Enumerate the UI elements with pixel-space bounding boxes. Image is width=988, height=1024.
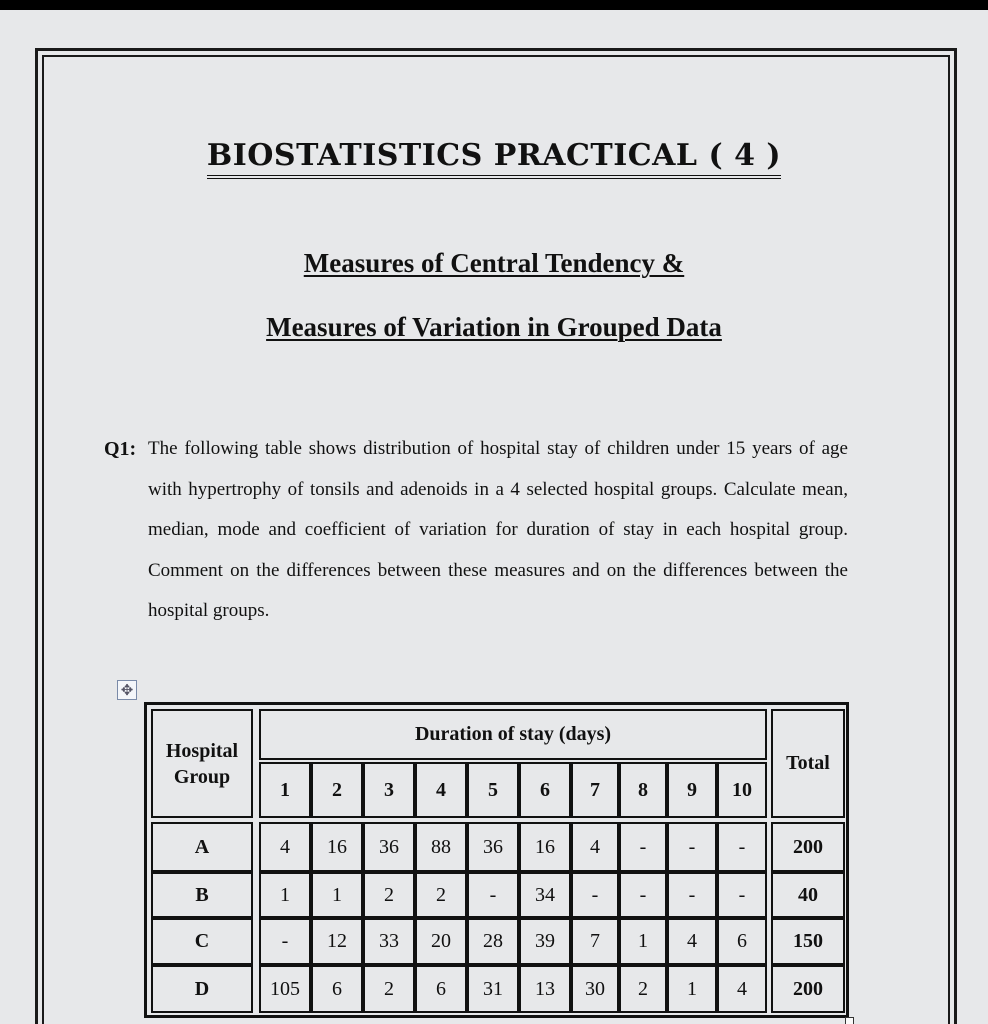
subtitle-line-2 xyxy=(0,310,988,344)
table-cell: 7 xyxy=(571,918,619,965)
table-cell: 6 xyxy=(415,965,467,1013)
table-cell: - xyxy=(619,822,667,872)
subtitle-line-2-text: Measures of Variation in Grouped Data xyxy=(266,312,722,342)
table-cell: 2 xyxy=(415,872,467,918)
table-cell: 1 xyxy=(619,918,667,965)
header-day-1: 1 xyxy=(259,762,311,818)
table-cell: 20 xyxy=(415,918,467,965)
table-cell: - xyxy=(717,822,767,872)
table-cell: 12 xyxy=(311,918,363,965)
table-resize-handle[interactable] xyxy=(845,1017,854,1024)
header-hospital-group-text xyxy=(166,738,238,790)
table-cell: 105 xyxy=(259,965,311,1013)
table-cell: 33 xyxy=(363,918,415,965)
header-day-5: 5 xyxy=(467,762,519,818)
row-total: 150 xyxy=(771,918,845,965)
table-cell: 1 xyxy=(667,965,717,1013)
row-group-label: C xyxy=(151,918,253,965)
table-cell: - xyxy=(717,872,767,918)
table-cell: 28 xyxy=(467,918,519,965)
row-group-label: B xyxy=(151,872,253,918)
table-cell: 2 xyxy=(363,965,415,1013)
table-cell: 34 xyxy=(519,872,571,918)
row-group-label: D xyxy=(151,965,253,1013)
table-cell: 16 xyxy=(519,822,571,872)
table-cell: 4 xyxy=(571,822,619,872)
row-total: 200 xyxy=(771,965,845,1013)
table-cell: - xyxy=(667,872,717,918)
table-cell: 6 xyxy=(717,918,767,965)
table-cell: 31 xyxy=(467,965,519,1013)
header-day-10: 10 xyxy=(717,762,767,818)
table-cell: 36 xyxy=(467,822,519,872)
header-day-4: 4 xyxy=(415,762,467,818)
row-group-label: A xyxy=(151,822,253,872)
row-total: 200 xyxy=(771,822,845,872)
table-cell: 1 xyxy=(311,872,363,918)
table-cell: 13 xyxy=(519,965,571,1013)
table-cell: 4 xyxy=(259,822,311,872)
header-duration: Duration of stay (days) xyxy=(259,709,767,760)
header-group-line: Group xyxy=(173,765,231,788)
table-cell: 2 xyxy=(619,965,667,1013)
table-cell: - xyxy=(667,822,717,872)
header-day-3: 3 xyxy=(363,762,415,818)
subtitle-line-1-text: Measures of Central Tendency & xyxy=(303,248,685,278)
question-label: Q1: xyxy=(104,438,137,460)
table-cell: 1 xyxy=(259,872,311,918)
header-hospital-group xyxy=(151,709,253,818)
table-cell: - xyxy=(259,918,311,965)
row-total: 40 xyxy=(771,872,845,918)
table-cell: 88 xyxy=(415,822,467,872)
table-cell: 6 xyxy=(311,965,363,1013)
document-page xyxy=(0,10,988,1024)
hospital-stay-table xyxy=(144,702,849,1018)
header-total: Total xyxy=(771,709,845,818)
header-day-7: 7 xyxy=(571,762,619,818)
table-cell: 39 xyxy=(519,918,571,965)
header-day-2: 2 xyxy=(311,762,363,818)
table-cell: - xyxy=(571,872,619,918)
table-cell: - xyxy=(467,872,519,918)
table-cell: 16 xyxy=(311,822,363,872)
table-cell: 2 xyxy=(363,872,415,918)
table-cell: - xyxy=(619,872,667,918)
document-title xyxy=(0,136,988,179)
header-day-6: 6 xyxy=(519,762,571,818)
table-cell: 4 xyxy=(717,965,767,1013)
question-text: The following table shows distribution of hospital stay of children under 15 years of age with hypertrophy of tonsils and adenoids in a 4 selected hospital groups. Calculate mean, median, mode and coefficient of variation for duration of stay in each hospital group. Comment on the differences between these measures and on the differences between the hospital groups. xyxy=(148,438,848,621)
header-hospital-line: Hospital xyxy=(165,739,239,762)
document-title-text: BIOSTATISTICS PRACTICAL ( 4 ) xyxy=(207,138,781,179)
table-cell: 4 xyxy=(667,918,717,965)
header-day-9: 9 xyxy=(667,762,717,818)
move-arrows-icon[interactable]: ✥ xyxy=(117,680,137,700)
subtitle-line-1 xyxy=(0,246,988,280)
header-day-8: 8 xyxy=(619,762,667,818)
question-1 xyxy=(104,429,848,632)
table-cell: 36 xyxy=(363,822,415,872)
table-cell: 30 xyxy=(571,965,619,1013)
